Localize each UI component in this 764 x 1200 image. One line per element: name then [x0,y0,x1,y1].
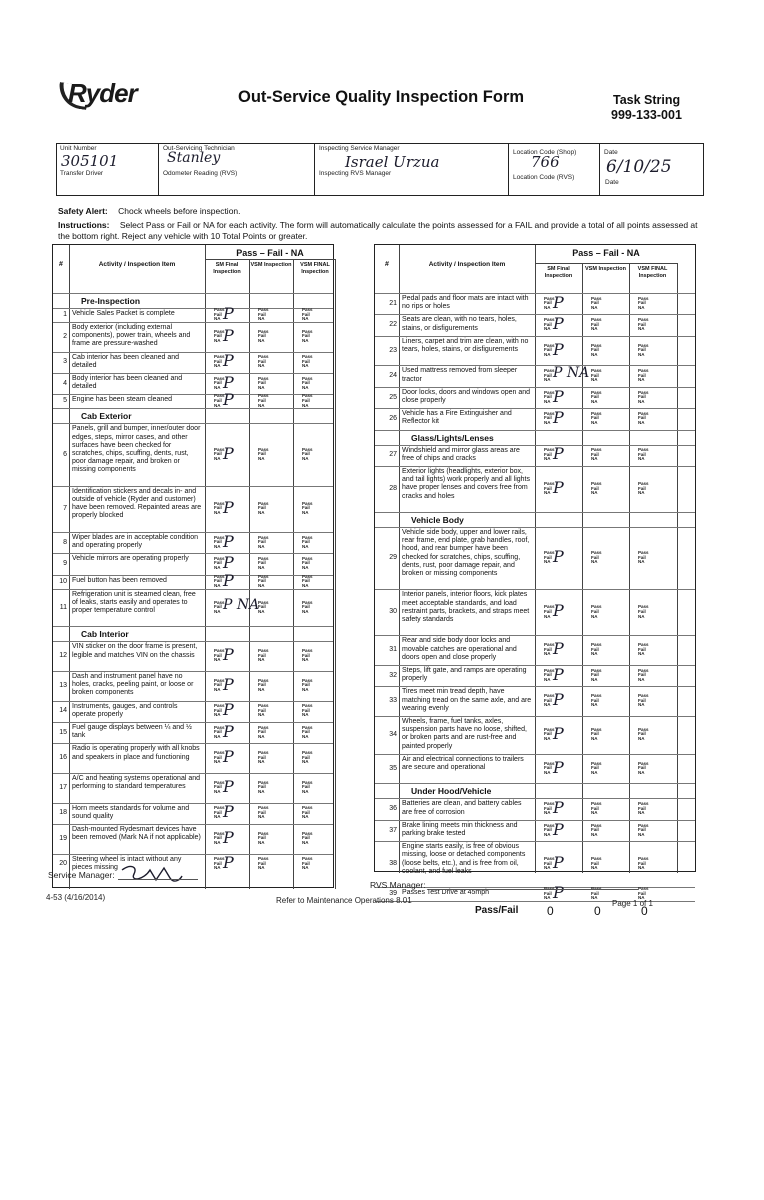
pass-fail-na-selector[interactable]: Pass Fail NA [591,604,602,619]
pass-fail-na-selector[interactable]: Pass Fail NA [302,856,313,871]
row-number: 34 [389,730,397,738]
activity-text: Seats are clean, with no tears, holes, stains, or disfigurements [402,316,517,332]
pass-fail-na-selector[interactable]: Pass Fail NA [591,642,602,657]
pass-handwritten-mark: P [553,853,564,873]
location-label: Location Code (Shop) [513,149,577,156]
pass-fail-na-selector[interactable]: Pass Fail NA [214,446,225,461]
pass-handwritten-mark: P [553,664,564,684]
section-title: Glass/Lights/Lenses [411,432,494,443]
safety-alert [58,206,241,216]
sm-final-header: SM Final Inspection [544,266,573,279]
pass-fail-na-selector[interactable]: Pass Fail NA [544,726,555,742]
date-value: 6/10/25 [606,157,672,177]
pass-fail-na-selector[interactable]: Pass Fail NA [302,779,313,794]
row-number: 14 [59,707,67,715]
pass-handwritten-mark: P [223,497,234,517]
activity-text: Tires meet min tread depth, have matching tread on the same axle, and are wearing evenly [402,688,532,712]
left-inspection-table [52,244,334,888]
pass-fail-na-selector[interactable]: Pass Fail NA [258,648,269,663]
pass-fail-na-selector[interactable]: Pass Fail NA [544,447,555,462]
row-number: 11 [59,603,67,611]
row-number: 17 [59,783,67,791]
pass-fail-na-selector[interactable]: Pass Fail NA [544,481,555,496]
activity-text: Instruments, gauges, and controls operate properly [72,702,178,718]
task-string-value: 999-133-001 [611,108,682,122]
unit-number-cell[interactable] [57,144,159,195]
pass-handwritten-mark: P [223,776,234,796]
pass-fail-na-selector[interactable]: Pass Fail NA [214,375,225,390]
pass-fail-na-selector[interactable]: Pass Fail NA [214,648,225,663]
sm-final-header: SM Final Inspection [213,262,241,275]
pass-fail-na-selector[interactable]: Pass Fail NA [258,599,269,614]
pass-fail-na-selector[interactable]: Pass Fail NA [544,295,555,310]
activity-text: Cab interior has been cleaned and detailed [72,353,180,369]
row-number: 32 [389,671,397,679]
pass-fail-na-selector[interactable]: Pass Fail NA [638,822,649,837]
activity-text: Identification stickers and decals in- and outside of vehicle (Ryder and customer) have been removed. Repainted areas are properly blocked [72,487,202,520]
page-number: Page 1 of 1 [612,899,653,908]
pass-fail-na-selector[interactable]: Pass Fail NA [544,342,555,357]
service-manager-signature [120,862,184,884]
pass-handwritten-mark: P [223,552,234,572]
row-number: 27 [389,451,397,459]
pass-fail-na-selector[interactable]: Pass Fail NA [258,534,269,549]
row-number: 38 [389,860,397,868]
column-divider [335,259,336,889]
pass-fail-na-selector[interactable]: Pass Fail NA [544,667,555,682]
section-title: Vehicle Body [411,515,464,525]
pass-fail-na-selector[interactable]: Pass Fail NA [302,750,313,765]
technician-value: Stanley [167,150,221,166]
rvs-manager-label: RVS Manager: [370,880,426,890]
pass-fail-na-header: Pass – Fail - NA [236,248,304,258]
instructions-label: Instructions: [58,220,110,230]
row-number: 16 [59,754,67,762]
pass-fail-na-selector[interactable]: Pass Fail NA [302,354,313,369]
activity-text: Pedal pads and floor mats are intact with no rips or holes [402,295,529,311]
pass-fail-na-selector[interactable]: Pass Fail NA [638,667,649,682]
technician-cell[interactable] [159,144,315,195]
pass-fail-na-selector[interactable]: Pass Fail NA [591,801,602,816]
pass-fail-na-header: Pass – Fail - NA [572,248,640,258]
form-number: 4-53 (4/16/2014) [46,893,106,902]
row-number: 1 [63,311,67,318]
pass-handwritten-mark: P [223,721,234,741]
pass-fail-na-selector[interactable]: Pass Fail NA [214,830,225,845]
pass-fail-na-selector[interactable]: Pass Fail NA [638,642,649,657]
activity-text: Radio is operating properly with all knobs and speakers in place and functioning [72,745,200,761]
row-number: 5 [63,397,67,405]
row-number: 30 [389,608,397,616]
pass-fail-na-selector[interactable]: Pass Fail NA [214,724,225,739]
pass-fail-na-selector[interactable]: Pass Fail NA [544,642,555,657]
pass-fail-na-selector[interactable]: Pass Fail NA [638,342,649,357]
pass-fail-na-selector[interactable]: Pass Fail NA [638,317,649,332]
header-divider [535,263,677,264]
section-title: Under Hood/Vehicle [411,786,492,797]
pass-fail-na-selector[interactable]: Pass Fail NA [591,667,602,682]
activity-text: Fuel gauge displays between ¼ and ½ tank [72,724,192,740]
pass-handwritten-mark: P [223,700,234,720]
pass-fail-na-selector[interactable]: Pass Fail NA [544,410,555,426]
service-manager-line [118,879,198,880]
section-title: Pre-Inspection [81,296,141,306]
date-cell[interactable] [600,144,703,195]
pass-handwritten-mark: P [223,325,234,345]
unit-number-value: 305101 [61,152,119,170]
pass-fail-na-selector[interactable]: Pass Fail NA [591,726,602,742]
pass-fail-na-selector[interactable]: Pass Fail NA [302,805,313,820]
row-number: 3 [63,358,67,366]
row-number: 24 [389,372,397,380]
row-number: 37 [389,826,397,834]
pass-fail-na-selector[interactable]: Pass Fail NA [214,393,225,408]
pass-fail-na-selector[interactable]: Pass Fail NA [591,410,602,426]
pass-fail-na-selector[interactable]: Pass Fail NA [544,550,555,565]
pass-handwritten-mark: P [553,478,564,497]
activity-text: Panels, grill and bumper, inner/outer door edges, steps, mirror cases, and other surfaces have been checked for scratches, chips, scuffing, dents, rust, poor damage repair, and broken or missing components [72,425,201,474]
activity-text: Wheels, frame, fuel tanks, axles, suspension parts have no loose, shifted, or broken parts and are rust-free and painted properly [402,718,527,750]
row-number: 26 [389,414,397,422]
pass-fail-total-label: Pass/Fail [475,905,519,917]
pass-handwritten-mark: P [553,386,564,406]
vsm-header: VSM Inspection [250,262,292,268]
activity-text: Air and electrical connections to trailers are secure and operational [402,755,524,771]
pass-fail-na-selector[interactable]: Pass Fail NA [214,856,225,871]
total-points-sm: 0 [547,904,554,919]
row-number: 10 [59,577,67,585]
row-number: 7 [63,504,67,512]
pass-fail-na-selector[interactable]: Pass Fail NA [638,801,649,816]
total-points-vsm: 0 [594,904,601,919]
pass-handwritten-mark: P [553,639,564,659]
pass-fail-na-selector[interactable]: Pass Fail NA [214,573,225,588]
pass-fail-na-selector[interactable]: Pass Fail NA [258,446,269,461]
pass-handwritten-mark: P [223,674,234,694]
pass-handwritten-mark: P [223,372,234,392]
num-header: # [385,261,389,268]
activity-header: Activity / Inspection Item [428,261,506,268]
pass-fail-na-selector[interactable]: Pass Fail NA [544,317,555,332]
activity-text: Vehicle mirrors are operating properly [72,555,189,563]
ism-label: Inspecting Service Manager [319,145,400,152]
pass-handwritten-mark: P [223,443,234,463]
section-title: Cab Interior [81,629,129,640]
row-number: 39 [389,890,397,898]
activity-text: Rear and side body door locks and movable catches are operational and doors open and close properly [402,637,517,661]
pass-handwritten-mark: P [223,747,234,767]
activity-text: Engine starts easily, is free of obvious missing, loose or detached components (loose belts, etc.), and is free from oil, coolant, and fuel leaks [402,843,526,875]
pass-fail-na-selector[interactable]: Pass Fail NA [258,375,269,390]
pass-handwritten-mark: P [223,802,234,822]
pass-fail-na-selector[interactable]: Pass Fail NA [302,328,313,343]
pass-handwritten-mark: P [223,645,234,665]
row-number: 36 [389,805,397,813]
location-value: 766 [531,153,560,171]
pass-handwritten-mark: P [553,547,564,567]
unit-number-label: Unit Number [60,145,97,152]
row-number: 12 [59,652,67,660]
pass-fail-na-selector[interactable]: Pass Fail NA [544,760,555,775]
pass-fail-na-selector[interactable]: Pass Fail NA [258,354,269,369]
pass-handwritten-mark: P [553,601,564,621]
activity-text: Fuel button has been removed [72,576,167,584]
pass-handwritten-mark: P [553,798,564,818]
activity-text: Windshield and mirror glass areas are free of chips and cracks [402,446,520,462]
pass-handwritten-mark: P [223,531,234,551]
pass-fail-na-selector[interactable]: Pass Fail NA [591,856,602,871]
header-fields [56,143,704,196]
instructions-text: Select Pass or Fail or NA for each activity. The form will automatically calculate the points assessed for a FAIL and provide a total of all points assessed at the bottom right. Reject any vehicle with 10 Total Points or greater. [58,220,698,241]
pass-fail-na-selector[interactable]: Pass Fail NA [591,368,602,383]
pass-fail-na-selector[interactable]: Pass Fail NA [214,599,225,614]
activity-text: VIN sticker on the door frame is present, legible and matches VIN on the chassis [72,643,198,659]
row-number: 8 [63,538,67,546]
section-title: Cab Exterior [81,411,132,422]
pass-fail-na-selector[interactable]: Pass Fail NA [258,830,269,845]
safety-label: Safety Alert: [58,206,108,216]
pass-fail-na-selector[interactable]: Pass Fail NA [591,886,602,901]
pass-handwritten-mark: P [553,723,564,743]
pass-fail-na-selector[interactable]: Pass Fail NA [302,703,313,718]
pass-fail-na-selector[interactable]: Pass Fail NA [214,555,225,571]
pass-fail-na-selector[interactable]: Pass Fail NA [638,604,649,619]
pass-fail-na-selector[interactable]: Pass Fail NA [214,534,225,549]
activity-text: Wiper blades are in acceptable condition and operating properly [72,533,199,549]
activity-text: Vehicle Sales Packet is complete [72,310,175,317]
location-cell[interactable] [509,144,600,195]
pass-fail-na-selector[interactable]: Pass Fail NA [544,389,555,404]
pass-fail-na-selector[interactable]: Pass Fail NA [544,604,555,619]
pass-handwritten-mark: P [223,570,234,590]
pass-fail-na-selector[interactable]: Pass Fail NA [591,760,602,775]
row-number: 20 [59,860,67,868]
pass-fail-na-selector[interactable]: Pass Fail NA [544,693,555,708]
ism-value: Israel Urzua [345,153,440,171]
pass-fail-na-selector[interactable]: Pass Fail NA [302,573,313,588]
pass-fail-na-selector[interactable]: Pass Fail NA [214,354,225,369]
pass-fail-na-selector[interactable]: Pass Fail NA [302,677,313,692]
row-number: 35 [389,764,397,772]
activity-text: Interior panels, interior floors, kick plates meet acceptable standards, and load restraint parts, brackets, and straps meet safety standards [402,591,530,623]
pass-fail-na-selector[interactable]: Pass Fail NA [544,856,555,871]
activity-text: Dash-mounted Rydesmart devices have been removed (Mark NA if not applicable) [72,826,201,842]
activity-text: A/C and heating systems operational and performing to standard temperatures [72,775,201,791]
pass-fail-na-selector[interactable]: Pass Fail NA [638,550,649,565]
pass-handwritten-mark: P [553,292,564,312]
activity-text: Liners, carpet and trim are clean, with no tears, holes, stains, or disfigurements [402,337,529,353]
pass-fail-na-selector[interactable]: Pass Fail NA [258,779,269,794]
header-divider [205,259,335,260]
pass-fail-na-selector[interactable]: Pass Fail NA [591,447,602,462]
pass-fail-na-selector[interactable]: Pass Fail NA [258,856,269,871]
activity-text: Refrigeration unit is steamed clean, free of leaks, starts easily and operates to proper temperature control [72,590,196,614]
service-manager-label: Service Manager: [48,870,115,880]
pass-handwritten-mark: P [223,827,234,847]
pass-fail-na-selector[interactable]: Pass Fail NA [214,307,225,322]
pass-fail-na-selector[interactable]: Pass Fail NA [302,393,313,408]
pass-fail-na-selector[interactable]: Pass Fail NA [638,410,649,426]
activity-text: Horn meets standards for volume and sound quality [72,804,190,820]
pass-fail-na-selector[interactable]: Pass Fail NA [302,307,313,322]
row-number: 4 [63,379,67,387]
pass-fail-na-selector[interactable]: Pass Fail NA [258,393,269,408]
row-number: 25 [389,393,397,401]
pass-fail-na-selector[interactable]: Pass Fail NA [544,886,555,901]
pass-fail-na-selector[interactable]: Pass Fail NA [591,317,602,332]
activity-text: Steering wheel is intact without any pieces missing [72,855,182,871]
pass-fail-na-selector[interactable]: Pass Fail NA [591,342,602,357]
pass-handwritten-mark: P [553,757,564,777]
pass-fail-na-selector[interactable]: Pass Fail NA [638,760,649,775]
pass-fail-na-selector[interactable]: Pass Fail NA [302,500,313,515]
pass-fail-na-selector[interactable]: Pass Fail NA [258,750,269,765]
pass-handwritten-mark: P [223,304,234,323]
pass-fail-na-selector[interactable]: Pass Fail NA [302,599,313,614]
activity-text: Passes Test Drive at 45mph [402,889,490,897]
pass-fail-na-selector[interactable]: Pass Fail NA [302,830,313,845]
pass-handwritten-mark: P [223,351,234,371]
activity-text: Body interior has been cleaned and detailed [72,375,183,391]
pass-fail-na-selector[interactable]: Pass Fail NA [214,328,225,343]
date2-label: Date [605,179,619,186]
activity-text: Door locks, doors and windows open and close properly [402,388,531,404]
pass-handwritten-mark: P [553,407,564,427]
activity-header: Activity / Inspection Item [98,261,176,268]
pass-fail-na-selector[interactable]: Pass Fail NA [302,375,313,390]
pass-fail-na-selector[interactable]: Pass Fail NA [591,481,602,496]
pass-fail-na-selector[interactable]: Pass Fail NA [591,693,602,708]
pass-fail-na-selector[interactable]: Pass Fail NA [638,693,649,708]
row-number: 23 [389,346,397,354]
row-number: 28 [389,485,397,492]
pass-handwritten-mark: P [553,339,564,359]
row-number: 18 [59,809,67,817]
pass-fail-na-selector[interactable]: Pass Fail NA [638,368,649,383]
row-number: 31 [389,646,397,654]
pass-handwritten-mark: P [553,819,564,839]
pass-fail-na-selector[interactable]: Pass Fail NA [638,886,649,901]
pass-fail-na-selector[interactable]: Pass Fail NA [258,703,269,718]
ryder-logo: Ryder [68,78,137,108]
pass-fail-na-selector[interactable]: Pass Fail NA [544,801,555,816]
pass-fail-na-selector[interactable]: Pass Fail NA [591,550,602,565]
row-number: 29 [389,554,397,562]
pass-fail-na-selector[interactable]: Pass Fail NA [591,389,602,404]
safety-text: Chock wheels before inspection. [118,206,241,216]
activity-text: Used mattress removed from sleeper tractor [402,367,518,383]
technician-label: Out-Servicing Technician [163,145,235,152]
activity-text: Body exterior (including external components), power train, wheels and frame are pressure-washed [72,324,191,348]
activity-text: Exterior lights (headlights, exterior box, and tail lights) work properly and all lights have proper lenses and covers free from cracks and holes [402,468,531,500]
pass-fail-na-selector[interactable]: Pass Fail NA [258,724,269,739]
activity-text: Vehicle side body, upper and lower rails, rear frame, end plate, grab handles, roof, hood, and rear bumper have been checked for scratches, chips, scuffing, dents, rust, poor damage repair, and broken or missing components [402,529,530,578]
pass-fail-na-selector[interactable]: Pass Fail NA [302,555,313,571]
instructions [58,220,698,242]
pass-handwritten-mark: P [553,690,564,710]
pass-fail-na-selector[interactable]: Pass Fail NA [258,677,269,692]
pass-fail-na-selector[interactable]: Pass Fail NA [302,534,313,549]
row-number: 33 [389,697,397,705]
pass-fail-na-selector[interactable]: Pass Fail NA [638,481,649,496]
pass-fail-na-selector[interactable]: Pass Fail NA [544,368,555,383]
row-number: 9 [63,559,67,567]
pass-fail-na-selector[interactable]: Pass Fail NA [302,724,313,739]
pass-fail-na-selector[interactable]: Pass Fail NA [638,295,649,310]
pass-fail-na-selector[interactable]: Pass Fail NA [258,805,269,820]
date-label: Date [604,149,618,156]
pass-fail-na-selector[interactable]: Pass Fail NA [638,726,649,742]
row-number: 15 [59,728,67,736]
transfer-driver-label: Transfer Driver [60,170,104,177]
pass-fail-na-selector[interactable]: Pass Fail NA [591,822,602,837]
row-number: 2 [63,332,67,340]
pass-handwritten-mark: P [223,390,234,410]
vsm-final-header: VSM FINAL Inspection [300,262,330,275]
pass-fail-na-selector[interactable]: Pass Fail NA [544,822,555,837]
pass-fail-na-selector[interactable]: Pass Fail NA [214,677,225,692]
pass-fail-na-selector[interactable]: Pass Fail NA [214,750,225,765]
pass-handwritten-mark: P [553,444,564,464]
total-points-vsm-final: 0 [641,904,648,919]
na-handwritten-mark: P NA [553,365,590,382]
vsm-header: VSM Inspection [585,266,626,272]
service-manager-cell[interactable] [315,144,509,195]
row-number: 21 [389,299,397,307]
pass-fail-na-selector[interactable]: Pass Fail NA [258,555,269,571]
pass-fail-na-selector[interactable]: Pass Fail NA [258,500,269,515]
form-title: Out-Service Quality Inspection Form [238,88,525,106]
pass-fail-na-selector[interactable]: Pass Fail NA [638,447,649,462]
pass-fail-na-selector[interactable]: Pass Fail NA [258,307,269,322]
pass-fail-na-selector[interactable]: Pass Fail NA [214,703,225,718]
odometer-label: Odometer Reading (RVS) [163,170,238,177]
row-number: 6 [63,450,67,458]
location-rvs-label: Location Code (RVS) [513,174,575,181]
pass-fail-na-selector[interactable]: Pass Fail NA [302,446,313,461]
activity-text: Vehicle has a Fire Extinguisher and Reflector kit [402,410,512,426]
vsm-final-header: VSM FINAL Inspection [637,266,668,279]
row-number: 22 [389,321,397,329]
pass-handwritten-mark: P [223,853,234,873]
pass-fail-na-selector[interactable]: Pass Fail NA [591,295,602,310]
pass-handwritten-mark: P [553,883,564,903]
irvs-label: Inspecting RVS Manager [319,170,392,177]
pass-fail-na-selector[interactable]: Pass Fail NA [302,648,313,663]
row-number: 19 [59,834,67,842]
pass-fail-na-selector[interactable]: Pass Fail NA [214,779,225,794]
activity-text: Steps, lift gate, and ramps are operating properly [402,667,527,683]
pass-fail-na-selector[interactable]: Pass Fail NA [214,500,225,515]
activity-text: Dash and instrument panel have no holes, cracks, peeling paint, or loose or broken components [72,673,194,697]
pass-fail-na-selector[interactable]: Pass Fail NA [214,805,225,820]
pass-fail-na-selector[interactable]: Pass Fail NA [638,856,649,871]
na-handwritten-mark: P NA [223,596,260,613]
num-header: # [59,261,63,268]
pass-fail-na-selector[interactable]: Pass Fail NA [258,328,269,343]
pass-fail-na-selector[interactable]: Pass Fail NA [258,573,269,588]
activity-text: Batteries are clean, and battery cables are free of corrosion [402,800,522,816]
maintenance-reference: Refer to Maintenance Operations 8.01 [276,896,412,905]
pass-handwritten-mark: P [553,314,564,334]
row-number: 13 [59,681,67,689]
activity-text: Brake lining meets min thickness and parking brake tested [402,821,518,837]
rvs-manager-line[interactable] [430,889,638,890]
activity-text: Engine has been steam cleaned [72,396,173,404]
pass-fail-na-selector[interactable]: Pass Fail NA [638,389,649,404]
task-string-label: Task String [613,93,681,107]
